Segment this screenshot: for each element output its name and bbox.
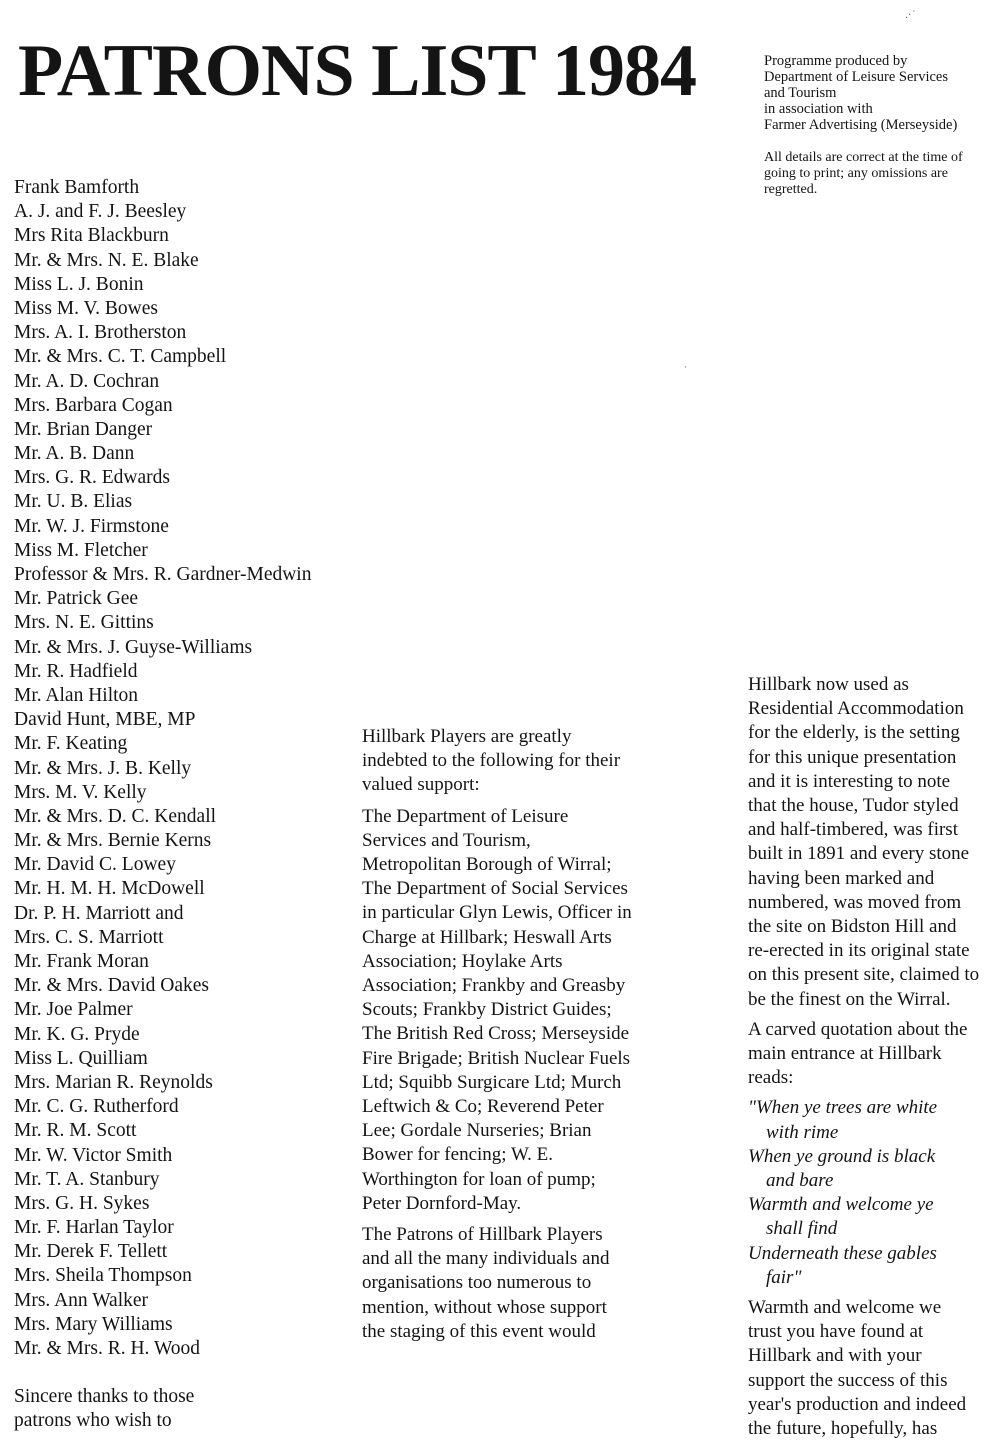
quote-intro xyxy=(748,1018,1000,1091)
quotation-line: Warmth and welcome ye xyxy=(748,1194,934,1216)
patron-name: Mr. C. G. Rutherford xyxy=(14,1096,179,1118)
patron-name: Mrs Rita Blackburn xyxy=(14,225,169,247)
supporters-list: The Department of Leisure Services and Tourism, Metropolitan Borough of Wirral; The Department of Social Services in particular Glyn Lewis, Officer in Charge at Hillbark; Heswall Arts Association; Hoylake Arts Association; Frankby and Greasby Scouts; Frankby District Guides; The British Red Cross; Merseyside Fire Brigade; British Nuclear Fuels Ltd; Squibb Surgicare Ltd; Murch Leftwich & Co; Reverend Peter Lee; Gordale Nurseries; Brian Bower for fencing; W. E. Worthington for loan of pump; Peter Dornford-May. xyxy=(362,805,632,1214)
text-line: and it is interesting to note xyxy=(748,770,951,792)
history-paragraph xyxy=(748,673,1000,1012)
text-line: Residential Accommodation xyxy=(748,698,964,720)
patron-name: Mr. & Mrs. David Oakes xyxy=(14,975,209,997)
text-line: Warmth and welcome we xyxy=(748,1297,942,1319)
text-line: on this present site, claimed to xyxy=(748,964,980,986)
disclaimer-note: All details are correct at the time of going to print; any omissions are regretted. xyxy=(764,150,963,197)
patron-name: Mr. & Mrs. J. B. Kelly xyxy=(14,757,192,779)
text-line: numbered, was moved from xyxy=(748,891,962,913)
patron-name: Mr. & Mrs. C. T. Campbell xyxy=(14,346,227,368)
text-line: Hillbark and with your xyxy=(748,1345,922,1367)
text-line: and half-timbered, was first xyxy=(748,819,958,841)
page-title: PATRONS LIST 1984 xyxy=(18,30,696,112)
patron-name: Miss L. J. Bonin xyxy=(14,273,144,295)
patron-name: Mr. R. M. Scott xyxy=(14,1120,137,1142)
patron-name: Dr. P. H. Marriott and xyxy=(14,902,184,924)
text-line: the future, hopefully, has xyxy=(748,1418,938,1440)
text-line: trust you have found at xyxy=(748,1321,924,1343)
text-line: for this unique presentation xyxy=(748,746,957,768)
text-line: the site on Bidston Hill and xyxy=(748,916,957,938)
text-line: support the success of this xyxy=(748,1369,948,1391)
text-line: year's production and indeed xyxy=(748,1393,967,1415)
patron-name: David Hunt, MBE, MP xyxy=(14,709,196,731)
thanks-note: Sincere thanks to those patrons who wish to xyxy=(14,1386,195,1432)
patron-name: Mr. Frank Moran xyxy=(14,951,149,972)
patron-name: Mr. W. Victor Smith xyxy=(14,1144,173,1166)
text-line: for the elderly, is the setting xyxy=(748,722,960,744)
patron-name: Mrs. Mary Williams xyxy=(14,1313,173,1335)
print-speck: ˙ xyxy=(683,366,688,377)
text-line: reads: xyxy=(748,1067,794,1089)
quotation-line: with rime xyxy=(766,1121,839,1143)
text-line: main entrance at Hillbark xyxy=(748,1043,942,1065)
patron-name: A. J. and F. J. Beesley xyxy=(14,201,187,223)
patron-name: Mr. Patrick Gee xyxy=(14,588,139,610)
patron-name: Mr. Joe Palmer xyxy=(14,999,133,1021)
credit-line: Department of Leisure Services xyxy=(764,69,948,85)
text-line: re-erected in its original state xyxy=(748,940,970,962)
acknowledgements-closing: The Patrons of Hillbark Players and all the many individuals and organisations too numerous to mention, without whose support the staging of this event would xyxy=(362,1224,610,1342)
patron-name: Mr. H. M. H. McDowell xyxy=(14,878,205,900)
quotation-line: shall find xyxy=(766,1218,838,1240)
credit-line: Programme produced by xyxy=(764,53,908,69)
credit-line: and Tourism xyxy=(764,85,837,101)
patron-name: Mrs. Barbara Cogan xyxy=(14,394,173,416)
patron-name: Mr. & Mrs. R. H. Wood xyxy=(14,1338,201,1359)
quotation-line: fair" xyxy=(766,1266,802,1288)
patron-name: Mrs. Sheila Thompson xyxy=(14,1265,192,1287)
patron-name: Mr. R. Hadfield xyxy=(14,660,138,682)
text-line: that the house, Tudor styled xyxy=(748,795,959,817)
hillbark-history-column xyxy=(748,673,1000,1447)
patron-name: Mr. & Mrs. N. E. Blake xyxy=(14,249,199,271)
patron-name: Miss M. Fletcher xyxy=(14,539,148,561)
print-speck: .·˙ xyxy=(905,10,917,21)
patron-name: Mrs. M. V. Kelly xyxy=(14,781,147,803)
patron-name: Professor & Mrs. R. Gardner-Medwin xyxy=(14,564,312,585)
credit-line: Farmer Advertising (Merseyside) xyxy=(764,117,958,133)
patron-name: Mr. David C. Lowey xyxy=(14,854,176,876)
patron-name: Mr. & Mrs. J. Guyse-Williams xyxy=(14,636,253,658)
patron-name: Mr. K. G. Pryde xyxy=(14,1023,140,1045)
patron-name: Mr. A. D. Cochran xyxy=(14,370,160,392)
patron-name: Mrs. G. H. Sykes xyxy=(14,1192,150,1214)
patron-name: Mr. & Mrs. D. C. Kendall xyxy=(14,805,217,827)
patron-name: Frank Bamforth xyxy=(14,177,140,198)
patron-name: Mr. Brian Danger xyxy=(14,418,153,440)
text-line: Hillbark now used as xyxy=(748,674,909,695)
patron-name: Mr. A. B. Dann xyxy=(14,443,135,465)
acknowledgements-column xyxy=(362,725,632,1351)
text-line: having been marked and xyxy=(748,867,935,889)
quotation-line: When ye ground is black xyxy=(748,1145,936,1167)
quotation-line: and bare xyxy=(766,1170,834,1192)
patron-name: Mrs. G. R. Edwards xyxy=(14,467,170,489)
patron-name: Mr. & Mrs. Bernie Kerns xyxy=(14,830,212,852)
text-line: be the finest on the Wirral. xyxy=(748,988,951,1010)
patron-name: Mr. F. Harlan Taylor xyxy=(14,1217,174,1239)
text-line: A carved quotation about the xyxy=(748,1018,968,1040)
patron-name: Mr. W. J. Firmstone xyxy=(14,515,169,537)
carved-quotation xyxy=(748,1096,1000,1290)
patron-name: Mrs. C. S. Marriott xyxy=(14,926,164,948)
quotation-line: "When ye trees are white xyxy=(748,1097,938,1119)
patron-name: Mrs. Ann Walker xyxy=(14,1289,149,1311)
patron-name: Mrs. A. I. Brotherston xyxy=(14,322,187,344)
production-credits xyxy=(764,53,1000,133)
acknowledgements-intro: Hillbark Players are greatly indebted to the following for their valued support: xyxy=(362,726,621,796)
quotation-line: Underneath these gables xyxy=(748,1242,937,1264)
patrons-column xyxy=(14,176,359,1433)
patron-name: Mrs. N. E. Gittins xyxy=(14,612,154,634)
text-line: built in 1891 and every stone xyxy=(748,843,970,865)
patron-name: Mr. U. B. Elias xyxy=(14,491,133,513)
closing-paragraph xyxy=(748,1296,1000,1441)
patron-list xyxy=(14,176,359,1361)
patron-name: Mrs. Marian R. Reynolds xyxy=(14,1071,213,1093)
patron-name: Miss L. Quilliam xyxy=(14,1047,148,1069)
patron-name: Mr. Alan Hilton xyxy=(14,684,139,706)
patron-name: Mr. T. A. Stanbury xyxy=(14,1168,160,1190)
patron-name: Mr. F. Keating xyxy=(14,733,128,755)
credit-line: in association with xyxy=(764,101,873,117)
patron-name: Mr. Derek F. Tellett xyxy=(14,1241,168,1263)
patron-name: Miss M. V. Bowes xyxy=(14,297,158,319)
